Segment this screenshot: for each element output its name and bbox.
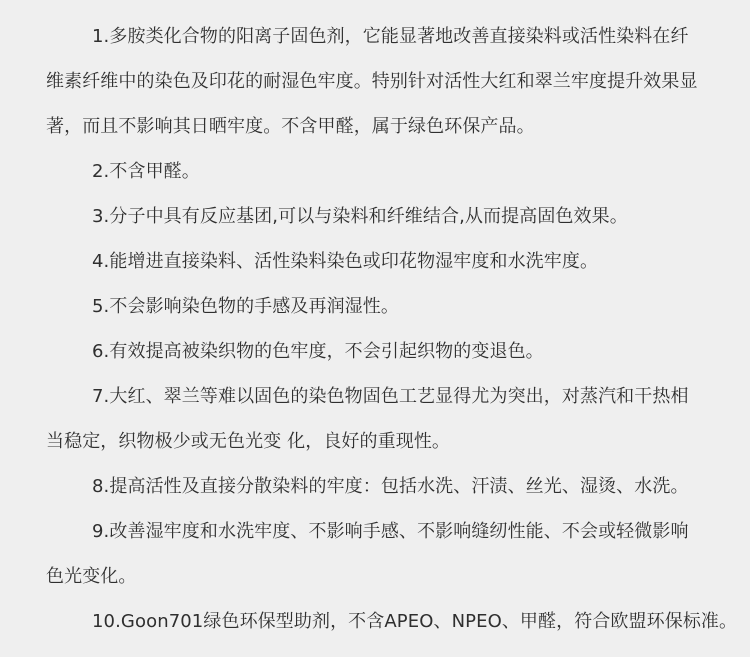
item-9-line-1: 9.改善湿牢度和水洗牢度、不影响手感、不影响缝纫性能、不会或轻微影响 [92, 521, 689, 542]
paragraph-1-line-3: 著，而且不影响其日晒牢度。不含甲醛，属于绿色环保产品。 [46, 116, 535, 137]
item-4-line: 4.能增进直接染料、活性染料染色或印花物湿牢度和水洗牢度。 [92, 251, 599, 272]
item-3-line: 3.分子中具有反应基团,可以与染料和纤维结合,从而提高固色效果。 [92, 206, 628, 227]
paragraph-1-line-2: 维素纤维中的染色及印花的耐湿色牢度。特别针对活性大红和翠兰牢度提升效果显 [46, 71, 698, 92]
item-7-line-2: 当稳定，织物极少或无色光变 化，良好的重现性。 [46, 431, 451, 452]
item-7-line-1: 7.大红、翠兰等难以固色的染色物固色工艺显得尤为突出，对蒸汽和干热相 [92, 386, 689, 407]
item-10-line: 10.Goon701绿色环保型助剂，不含APEO、NPEO、甲醛，符合欧盟环保标准。 [92, 611, 738, 632]
item-6-line: 6.有效提高被染织物的色牢度，不会引起织物的变退色。 [92, 341, 544, 362]
paragraph-1-line-1: 1.多胺类化合物的阳离子固色剂，它能显著地改善直接染料或活性染料在纤 [92, 26, 689, 47]
item-8-line: 8.提高活性及直接分散染料的牢度：包括水洗、汗渍、丝光、湿烫、水洗。 [92, 476, 689, 497]
item-5-line: 5.不会影响染色物的手感及再润湿性。 [92, 296, 399, 317]
item-2-line: 2.不含甲醛。 [92, 161, 200, 182]
item-9-line-2: 色光变化。 [46, 566, 137, 587]
